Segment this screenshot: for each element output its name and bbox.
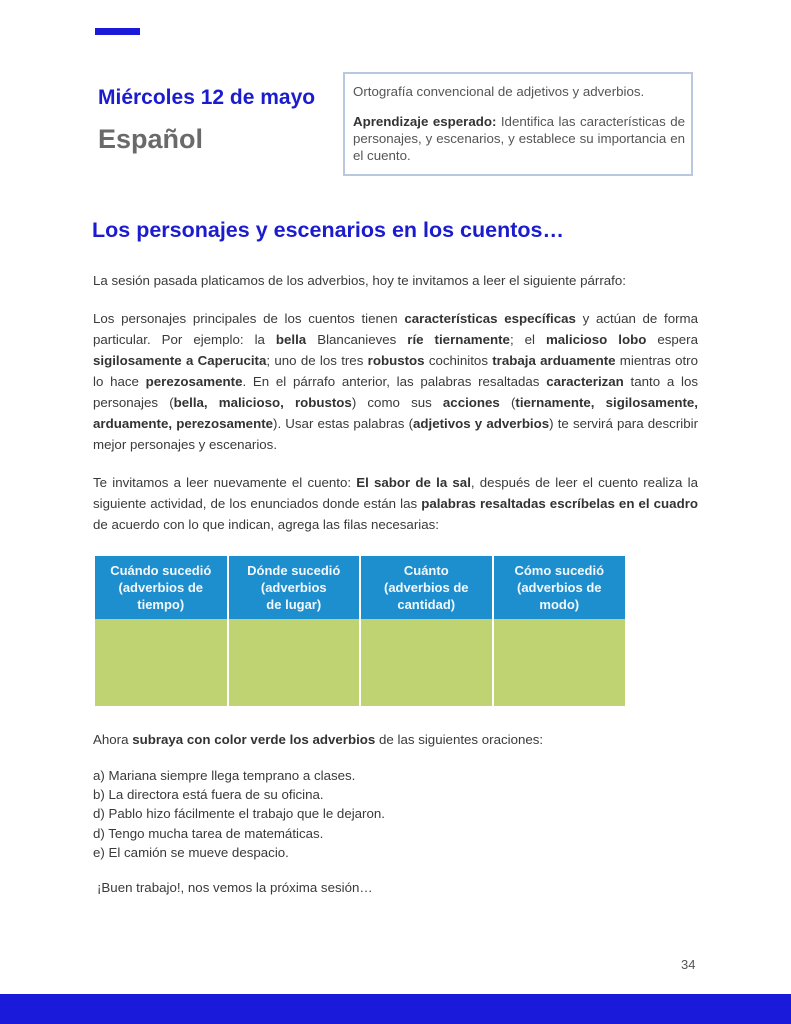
text-run: Ahora [93, 732, 133, 747]
header-como [493, 556, 626, 619]
bold-text: adjetivos y adverbios [413, 416, 550, 431]
section-title: Los personajes y escenarios en los cuentos… [92, 218, 564, 242]
adverbs-table [95, 556, 625, 706]
header-line: Cómo sucedió [514, 563, 605, 578]
bold-text: trabaja arduamente [492, 353, 616, 368]
text-run: cochinitos [424, 353, 493, 368]
lesson-date: Miércoles 12 de mayo [98, 86, 316, 109]
bold-text: caracterizan [546, 374, 624, 389]
header-line: (adverbios de modo) [516, 580, 602, 612]
sentence-item: a) Mariana siempre llega temprano a clases. [93, 768, 356, 783]
bold-text: robustos [367, 353, 425, 368]
intro-paragraph: La sesión pasada platicamos de los adverbios, hoy te invitamos a leer el siguiente párrafo: [93, 273, 626, 288]
answer-cell-donde[interactable] [228, 619, 361, 706]
sentence-item: d) Pablo hizo fácilmente el trabajo que le dejaron. [93, 806, 385, 822]
text-run: ) te servirá para describir mejor personajes y escenarios. [93, 416, 698, 452]
topic-text: Ortografía convencional de adjetivos y adverbios. [353, 84, 645, 99]
header-cuando [95, 556, 228, 619]
bold-text: tiernamente, sigilosamente, arduamente, perezosamente [93, 395, 698, 431]
bottom-accent-bar [0, 994, 791, 1024]
text-run: ( [499, 395, 516, 410]
text-run: ) como sus [351, 395, 443, 410]
answer-cell-como[interactable] [493, 619, 626, 706]
header-line: de lugar) [266, 597, 322, 612]
activity-instruction [93, 472, 698, 535]
expected-learning [353, 113, 685, 164]
text-run: ; uno de los tres [266, 353, 368, 368]
text-run: , después de leer el cuento realiza la siguiente actividad, de los enunciados donde están las [93, 475, 698, 511]
text-run: de acuerdo con lo que indican, agrega las filas necesarias: [93, 517, 439, 532]
example-paragraph [93, 308, 698, 455]
sentence-item: b) La directora está fuera de su oficina. [93, 787, 324, 803]
underline-instruction [93, 729, 698, 750]
sentence-item: d) Tengo mucha tarea de matemáticas. [93, 825, 324, 841]
text-run: mientras otro lo hace [93, 353, 698, 389]
text-run: . En el párrafo anterior, las palabras resaltadas [242, 374, 547, 389]
header-line: (adverbios de [118, 580, 204, 595]
text-run: ; el [509, 332, 546, 347]
bold-text: El sabor de la sal [356, 475, 471, 490]
header-line: (adverbios [260, 580, 327, 595]
bold-text: bella, malicioso, robustos [173, 395, 352, 410]
bold-text: subraya con color verde los adverbios [132, 732, 376, 747]
table-header-row [95, 556, 625, 619]
subject-title: Español [98, 124, 204, 154]
header-line: Dónde sucedió [247, 563, 341, 578]
header-donde [228, 556, 361, 619]
bold-text: acciones [442, 395, 500, 410]
text-run: tanto a los personajes ( [93, 374, 698, 410]
bold-text: bella [275, 332, 307, 347]
bold-text: palabras resaltadas escríbelas en el cuadro [421, 496, 698, 511]
header-line: tiempo) [137, 597, 185, 612]
learning-objective-box [343, 72, 693, 176]
table-answer-row [95, 619, 625, 706]
bold-text: características específicas [404, 311, 576, 326]
bold-text: perezosamente [145, 374, 243, 389]
bold-text: ríe tiernamente [407, 332, 510, 347]
header-line: (adverbios de [383, 580, 469, 595]
text-run: y actúan de forma particular. Por ejemplo: la [93, 311, 698, 347]
text-run: ). Usar estas palabras ( [273, 416, 414, 431]
answer-cell-cuanto[interactable] [360, 619, 493, 706]
text-run: Los personajes principales de los cuentos tienen [93, 311, 405, 326]
bold-text: malicioso lobo [545, 332, 647, 347]
header-cuanto [360, 556, 493, 619]
expected-label: Aprendizaje esperado: [353, 114, 497, 129]
text-run: Blancanieves [306, 332, 408, 347]
bold-text: sigilosamente a Caperucita [93, 353, 267, 368]
sentence-item: e) El camión se mueve despacio. [93, 844, 289, 860]
text-run: de las siguientes oraciones: [375, 732, 544, 747]
answer-cell-cuando[interactable] [95, 619, 228, 706]
text-run: espera [646, 332, 699, 347]
top-accent-bar [95, 28, 140, 35]
expected-text: Identifica las características de personajes, y escenarios, y establece su importancia en el cuento. [353, 114, 685, 163]
sentence-list [93, 766, 698, 862]
header-line: cantidad) [397, 597, 456, 612]
text-run: Te invitamos a leer nuevamente el cuento: [93, 475, 357, 490]
header-line: Cuánto [403, 563, 449, 578]
page-number: 34 [681, 957, 696, 972]
header-line: Cuándo sucedió [110, 563, 212, 578]
closing-text: ¡Buen trabajo!, nos vemos la próxima sesión… [97, 880, 373, 895]
